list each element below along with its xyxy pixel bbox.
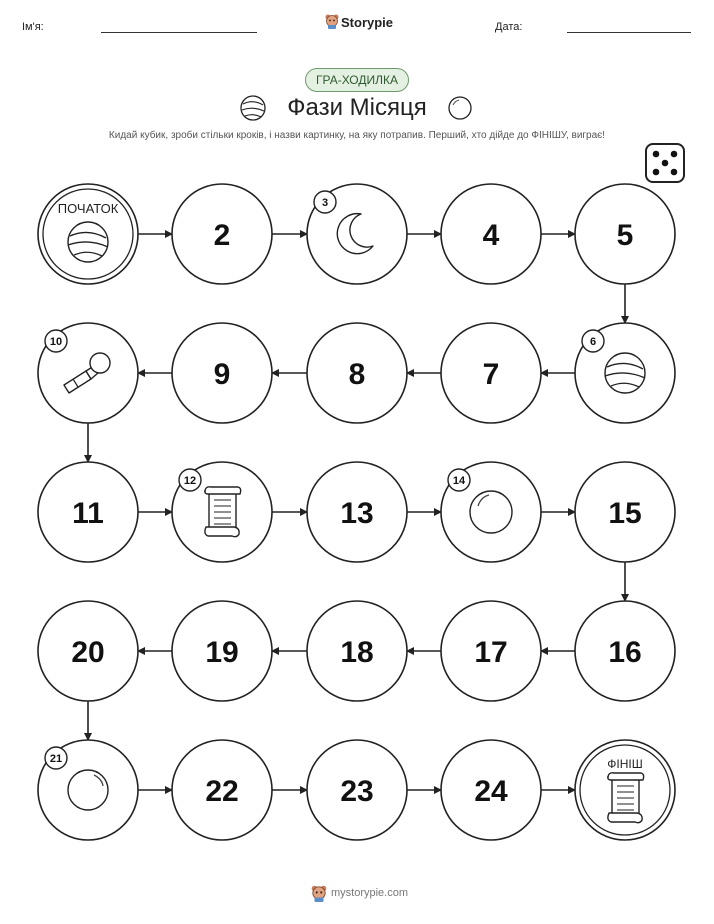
footer-link[interactable]: mystorypie.com	[331, 887, 409, 899]
cell-number: 15	[608, 497, 642, 530]
ball-icon	[68, 222, 108, 262]
cell-number: 20	[71, 636, 105, 669]
board-cell-22	[172, 740, 272, 840]
cell-number: 16	[608, 636, 642, 669]
board-cell-13	[307, 462, 407, 562]
board-cell-25	[575, 740, 675, 840]
board-cell-6	[575, 323, 675, 423]
board-cell-16	[575, 601, 675, 701]
cell-number: 14	[452, 475, 466, 487]
cell-number: 11	[72, 497, 104, 530]
cell-number: 10	[49, 336, 63, 348]
cell-number: 8	[348, 358, 366, 391]
board-cell-17	[441, 601, 541, 701]
cell-number: 21	[49, 753, 63, 765]
date-label: Дата:	[495, 21, 523, 33]
name-label: Ім'я:	[22, 21, 44, 33]
board-cell-21	[38, 740, 138, 840]
board-cell-12	[172, 462, 272, 562]
board-cell-8	[307, 323, 407, 423]
cell-number: 9	[213, 358, 231, 391]
ball-icon	[605, 353, 645, 393]
cell-number: 2	[213, 219, 231, 252]
board-cell-15	[575, 462, 675, 562]
cell-number: 22	[205, 775, 239, 808]
board-cell-5	[575, 184, 675, 284]
game-type-badge: ГРА-ХОДИЛКА	[305, 68, 409, 92]
board-cell-2	[172, 184, 272, 284]
scroll-icon	[205, 487, 241, 537]
brand-name: Storypie	[341, 15, 394, 30]
board-cell-3	[307, 184, 407, 284]
scroll-icon	[608, 773, 644, 823]
cell-number: 6	[589, 336, 597, 348]
cell-number: 17	[474, 636, 508, 669]
cell-number: 12	[183, 475, 197, 487]
cell-number: 5	[616, 219, 634, 252]
board-cell-11	[38, 462, 138, 562]
instructions: Кидай кубик, зроби стільки кроків, і назви картинку, на яку потрапив. Перший, хто дійде до ФІНІШУ, виграє!	[108, 130, 606, 141]
cell-number: 7	[482, 358, 500, 391]
board-cell-23	[307, 740, 407, 840]
cell-number: 3	[321, 197, 329, 209]
board-cell-18	[307, 601, 407, 701]
bubble-icon	[470, 491, 512, 533]
board-cell-7	[441, 323, 541, 423]
board-cell-20	[38, 601, 138, 701]
board-cell-1	[38, 184, 138, 284]
board-cell-14	[441, 462, 541, 562]
board-cell-4	[441, 184, 541, 284]
start-label: ПОЧАТОК	[57, 201, 119, 216]
cell-number: 19	[205, 636, 239, 669]
cell-number: 23	[340, 775, 374, 808]
board-cell-9	[172, 323, 272, 423]
ring-icon	[68, 770, 108, 810]
page-title: Фази Місяця	[287, 94, 427, 121]
cell-number: 24	[474, 775, 508, 808]
cell-number: 13	[340, 497, 374, 530]
board-cell-24	[441, 740, 541, 840]
board-cell-10	[38, 323, 138, 423]
cell-number: 18	[340, 636, 374, 669]
board-cell-19	[172, 601, 272, 701]
footer-logo-icon	[310, 884, 328, 902]
finish-label: ФІНІШ	[607, 757, 643, 771]
cell-number: 4	[482, 219, 500, 252]
